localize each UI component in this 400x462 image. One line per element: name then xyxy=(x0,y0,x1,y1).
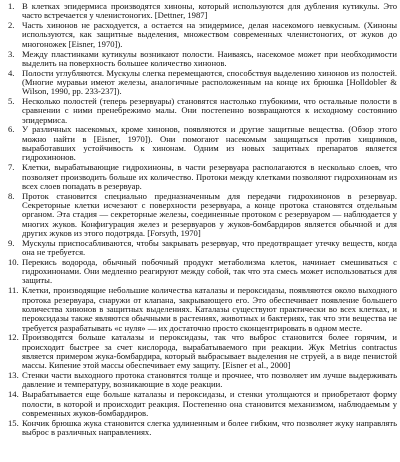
list-item xyxy=(8,125,397,162)
list-item xyxy=(8,239,397,258)
item-text: Несколько полостей (теперь резервуары) становятся настолько глубокими, что остальные полости в сравнении с ними пренебрежимо малы. Они постепенно возвращаются к исходному состоянию эпидермиса. xyxy=(22,96,397,125)
item-text: У различных насекомых, кроме хинонов, появляются и другие защитные вещества. (Обзор этого можно найти в [Eisner, 1970]). Они помогают насекомым защищаться против хищников, выработавших устойчивость к хинонам. Одним из новых защитных препаратов является гидрохинонов. xyxy=(22,124,397,163)
item-text: В клетках эпидермиса производятся хиноны, который используются для дубления кутикулы. Это часто встречается у членистоногих. [Dettner, 1987] xyxy=(22,1,397,21)
list-item xyxy=(8,69,397,97)
item-text: Вырабатывается еще больше каталазы и пероксидазы, и стенки утолщаются и приобретают форму полости, в которой и происходит реакция. Постепенно она становится механизмом, наблюдаемым у современных жуков-бомбардиров. xyxy=(22,389,397,418)
item-text: Часть хинонов не расходуется, а остается на эпидермисе, делая насекомого невкусным. (Хиноны используются, как защитные выделения, множеством современных членистоногих, от жуков до многоножек [Eisner, 1970]). xyxy=(22,20,397,49)
item-number: 7. xyxy=(8,162,15,173)
item-text: Кончик брюшка жука становится слегка удлиненным и более гибким, что позволяет жуку направлять выброс в различных направлениях. xyxy=(22,417,397,437)
list-item xyxy=(8,333,397,370)
item-number: 1. xyxy=(8,1,15,11)
item-number: 8. xyxy=(8,190,15,201)
item-number: 4. xyxy=(8,67,15,78)
list-item xyxy=(8,390,397,418)
list-item xyxy=(8,97,397,125)
list-item xyxy=(8,258,397,286)
item-number: 10. xyxy=(8,256,19,267)
item-number: 6. xyxy=(8,124,15,135)
item-number: 11. xyxy=(8,285,19,296)
item-number: 3. xyxy=(8,48,15,59)
list-item xyxy=(8,286,397,333)
item-number: 12. xyxy=(8,332,19,343)
item-text: Проток становится специально предназначенным для передачи гидрохинонов в резервуар. Секреторные клетки исчезают с поверхности резервуара, а конце протока становятся отдельным органом. Эта стадия — секреторные железы, соединенные протоком с резервуаром — наблюдается у многих жуков. Конфигурация желез и резервуаров у жуков-бомбардиров является обычной и для других жуков из этого подотряда. [Forsyth, 1970] xyxy=(22,190,397,238)
item-number: 5. xyxy=(8,96,15,106)
list-item xyxy=(8,50,397,69)
item-text: Клетки, производящие небольшие количества каталазы и пероксидазы, появляются около выходного протока резервуара, снаружи от клапана, закрывающего его. Это обеспечивает появление большего количества хинонов в защитных выделениях. Каталазы существуют практически во всех клетках, и пероксидазы также являются обычными в растениях, животных и бактериях, так что эти вещества не требуется разрабатывать «с нуля» — их достаточно просто сконцентрировать в одном месте. xyxy=(22,285,397,333)
item-text: Полости углубляются. Мускулы слегка перемещаются, способствуя выделению хинонов из полостей. (Многие муравьи имеют железы, аналогичные расположенным на конце их брюшка [Holldobler & Wilson, 1990, pp. 233-237]). xyxy=(22,67,397,97)
list-item xyxy=(8,2,397,21)
item-number: 15. xyxy=(8,417,19,428)
list-item xyxy=(8,192,397,239)
item-number: 9. xyxy=(8,237,15,248)
list-item xyxy=(8,371,397,390)
item-number: 13. xyxy=(8,370,19,381)
list-item xyxy=(8,419,397,438)
item-text: Клетки, вырабатывающие гидрохиноны, в части резервуара располагаются в несколько слоев, что позволяет производить больше их количество. Протоки между клетками позволяют гидрохинонам из всех слоев попадать в резервуар. xyxy=(22,162,397,191)
item-text: Стенки части выходного протока становятся толще и прочнее, что позволяет им лучше выдерживать давление и температуру, возникающие в ходе реакции. xyxy=(22,370,397,390)
item-number: 2. xyxy=(8,20,15,31)
item-text: Перекись водорода, обычный побочный продукт метаболизма клеток, начинает смешиваться с гидрохинонами. Они медленно реагируют между собой, так что эта смесь может использоваться для защиты. xyxy=(22,256,397,286)
item-text: Производятся больше каталазы и пероксидазы, так что выброс становится более горячим, и происходит быстрее за счет кислорода, вырабатываемого при реакции. Жук Metrius contractus является примером жука-бомбардира, который выбрасывает выделения не струей, а в виде пенистой массы. Кипение этой массы обеспечивает ему защиту. [Eisner et al., 2000] xyxy=(22,332,397,371)
item-number: 14. xyxy=(8,389,19,400)
list-item xyxy=(8,163,397,191)
item-text: Мускулы приспосабливаются, чтобы закрывать резервуар, что предотвращает утечку веществ, когда она не требуется. xyxy=(22,237,397,258)
list-item xyxy=(8,21,397,49)
item-text: Между пластинками кутикулы возникают полости. Наиваясь, насекомое может при необходимости выделить на поверхность большее количество хинонов. xyxy=(22,48,397,68)
